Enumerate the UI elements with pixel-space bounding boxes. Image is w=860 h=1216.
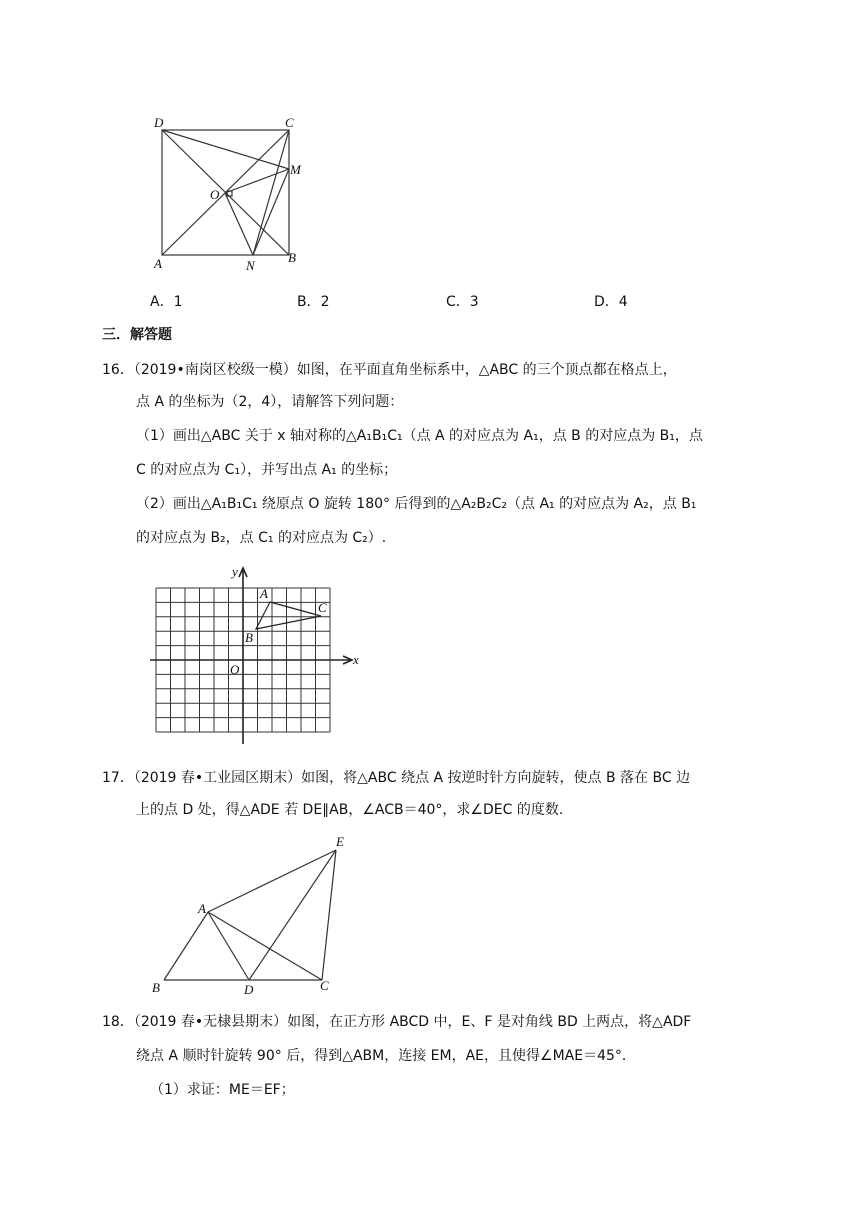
q16-line3: （1）画出△ABC 关于 x 轴对称的△A₁B₁C₁（点 A 的对应点为 A₁，点 B 的对应点为 B₁，点 xyxy=(136,428,703,444)
q17-line1: 17．（2019 春•工业园区期末）如图，将△ABC 绕点 A 按逆时针方向旋转，使点 B 落在 BC 边 xyxy=(102,770,691,786)
label-d: D xyxy=(154,115,164,130)
label-e: E xyxy=(336,834,344,849)
square-figure xyxy=(140,110,320,280)
option-b: B．2 xyxy=(297,294,330,310)
point-label-b: B xyxy=(245,630,253,645)
label-b: B xyxy=(288,250,296,265)
option-c: C．3 xyxy=(446,294,479,310)
coordinate-grid-figure xyxy=(148,562,368,748)
q16-line5: （2）画出△A₁B₁C₁ 绕原点 O 旋转 180° 后得到的△A₂B₂C₂（点 A₁ 的对应点为 A₂，点 B₁ xyxy=(136,496,697,512)
q18-line1: 18．（2019 春•无棣县期末）如图，在正方形 ABCD 中，E、F 是对角线 BD 上两点，将△ADF xyxy=(102,1014,692,1030)
triangle-figure xyxy=(148,830,358,1000)
origin-label: O xyxy=(230,662,240,677)
label-m: M xyxy=(290,162,301,177)
point-label-a: A xyxy=(260,586,268,601)
label-a: A xyxy=(154,256,162,271)
axis-label-y: y xyxy=(232,564,238,579)
label-a: A xyxy=(198,901,206,916)
option-a: A．1 xyxy=(150,294,183,310)
label-c: C xyxy=(320,978,329,993)
triangle-abc xyxy=(256,602,321,629)
label-n: N xyxy=(246,258,255,273)
label-c: C xyxy=(285,115,294,130)
axis-label-x: x xyxy=(353,652,359,667)
q18-line2: 绕点 A 顺时针旋转 90° 后，得到△ABM，连接 EM，AE，且使得∠MAE＝45°． xyxy=(136,1048,636,1064)
section-title: 三．解答题 xyxy=(102,327,172,343)
q18-line3: （1）求证：ME＝EF； xyxy=(150,1082,295,1098)
option-d: D．4 xyxy=(594,294,628,310)
point-label-c: C xyxy=(318,600,327,615)
q16-line6: 的对应点为 B₂，点 C₁ 的对应点为 C₂）. xyxy=(136,530,387,546)
q16-line4: C 的对应点为 C₁），并写出点 A₁ 的坐标； xyxy=(136,462,398,478)
label-b: B xyxy=(152,980,160,995)
label-o: O xyxy=(210,187,220,202)
q17-line2: 上的点 D 处，得△ADE 若 DE∥AB，∠ACB＝40°，求∠DEC 的度数. xyxy=(136,802,564,818)
q16-line2: 点 A 的坐标为（2，4），请解答下列问题： xyxy=(136,394,404,410)
q16-line1: 16．（2019•南岗区校级一模）如图，在平面直角坐标系中，△ABC 的三个顶点都在格点上， xyxy=(102,362,677,378)
label-d: D xyxy=(244,982,254,997)
